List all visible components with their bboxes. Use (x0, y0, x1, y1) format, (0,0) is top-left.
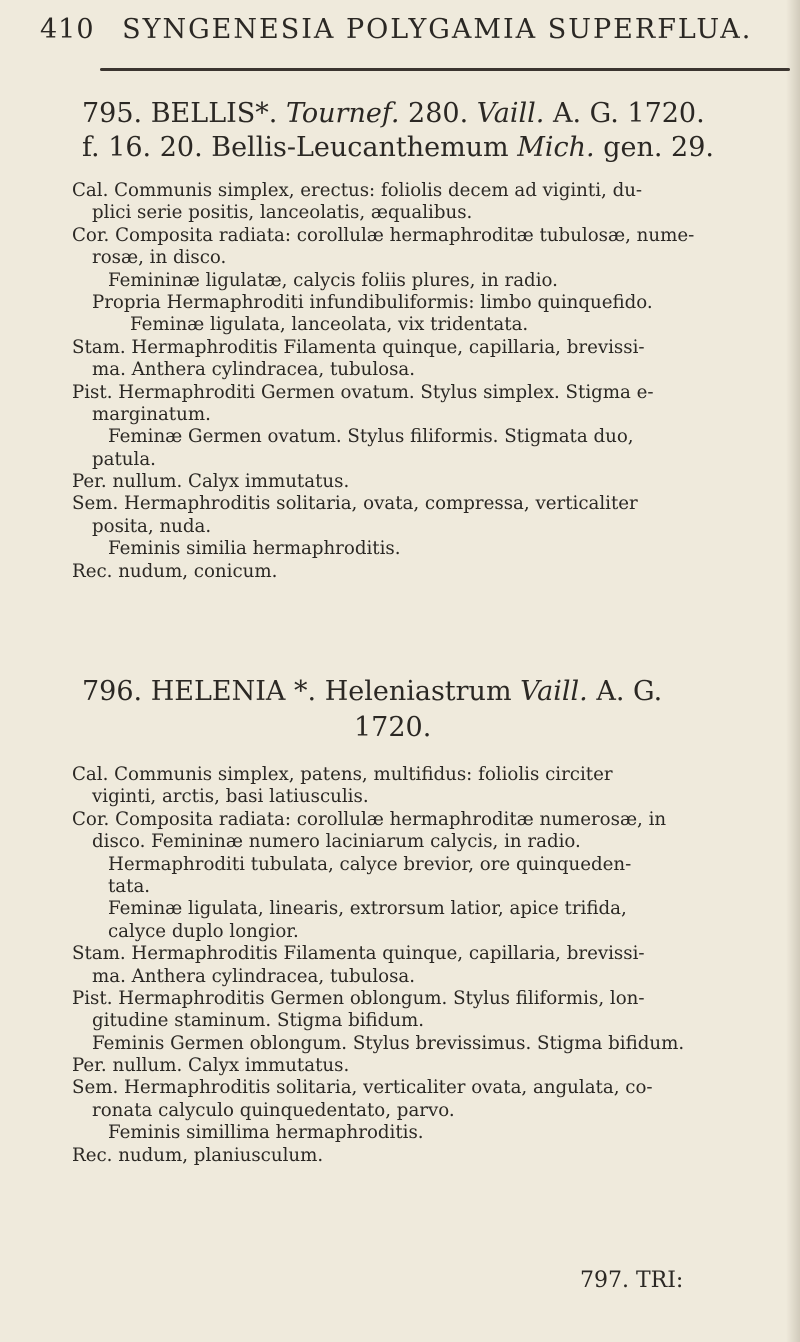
text-line: posita, nuda. (92, 515, 212, 537)
text-line: Hermaphroditi tubulata, calyce brevior, ore quinqueden- (108, 853, 632, 875)
text-line: Stam. Hermaphroditis Filamenta quinque, capillaria, brevissi- (72, 336, 645, 358)
catchword: 797. TRI: (580, 1268, 684, 1293)
text-line: Feminæ ligulata, linearis, extrorsum latior, apice trifida, (108, 898, 627, 920)
text-line: gitudine staminum. Stigma bifidum. (92, 1010, 425, 1032)
text-line: Sem. Hermaphroditis solitaria, ovata, compressa, verticaliter (72, 493, 638, 515)
running-title: SYNGENESIA POLYGAMIA SUPERFLUA. (122, 14, 753, 45)
entry-796-description (72, 764, 782, 1167)
entry-795-description (72, 180, 782, 583)
text-line: Per. nullum. Calyx immutatus. (72, 471, 350, 493)
text-line: Cor. Composita radiata: corollulæ hermaphroditæ tubulosæ, nume- (72, 224, 695, 246)
text-line: Cal. Communis simplex, patens, multifidus: foliolis circiter (72, 764, 613, 785)
page-number: 410 (40, 14, 95, 45)
text-line: Sem. Hermaphroditis solitaria, verticaliter ovata, angulata, co- (72, 1077, 653, 1099)
running-header (40, 14, 780, 54)
entry-795-heading: 795. BELLIS*. Tournef. 280. Vaill. A. G. 1720. (82, 98, 705, 129)
text-line: ma. Anthera cylindracea, tubulosa. (92, 965, 416, 987)
text-line: plici serie positis, lanceolatis, æqualibus. (92, 202, 473, 224)
text-line: Cor. Composita radiata: corollulæ hermaphroditæ numerosæ, in (72, 808, 667, 830)
text-line: Feminæ ligulata, lanceolata, vix tridentata. (130, 314, 529, 336)
text-line: Stam. Hermaphroditis Filamenta quinque, capillaria, brevissi- (72, 943, 645, 965)
text-line: Cal. Communis simplex, erectus: foliolis decem ad viginti, du- (72, 180, 643, 201)
text-line: ma. Anthera cylindracea, tubulosa. (92, 359, 416, 381)
page-edge-shadow (786, 0, 800, 1342)
text-line: Rec. nudum, planiusculum. (72, 1144, 324, 1166)
text-line: ronata calyculo quinquedentato, parvo. (92, 1099, 455, 1121)
text-line: Feminæ Germen ovatum. Stylus filiformis. Stigmata duo, (108, 426, 634, 448)
text-line: calyce duplo longior. (108, 920, 299, 942)
entry-795-heading-cont: f. 16. 20. Bellis-Leucanthemum Mich. gen. 29. (82, 132, 714, 163)
text-line: Femininæ ligulatæ, calycis foliis plures, in radio. (108, 269, 558, 291)
text-line: Feminis similia hermaphroditis. (108, 538, 401, 560)
header-rule (100, 68, 790, 71)
text-line: rosæ, in disco. (92, 247, 227, 269)
text-line: Per. nullum. Calyx immutatus. (72, 1055, 350, 1077)
text-line: Feminis Germen oblongum. Stylus brevissimus. Stigma bifidum. (92, 1032, 685, 1054)
text-line: marginatum. (92, 403, 211, 425)
text-line: Pist. Hermaphroditis Germen oblongum. Stylus filiformis, lon- (72, 987, 645, 1009)
entry-796-heading: 796. HELENIA *. Heleniastrum Vaill. A. G. (82, 676, 663, 707)
text-line: disco. Femininæ numero laciniarum calycis, in radio. (92, 831, 581, 853)
text-line: viginti, arctis, basi latiusculis. (92, 786, 369, 808)
text-line: Pist. Hermaphroditi Germen ovatum. Stylus simplex. Stigma e- (72, 381, 654, 403)
text-line: patula. (92, 448, 156, 470)
text-line: Feminis simillima hermaphroditis. (108, 1122, 424, 1144)
text-line: Propria Hermaphroditi infundibuliformis: limbo quinquefido. (92, 291, 653, 313)
text-line: Rec. nudum, conicum. (72, 560, 278, 582)
text-line: tata. (108, 875, 151, 897)
entry-796-heading-year: 1720. (354, 712, 432, 743)
